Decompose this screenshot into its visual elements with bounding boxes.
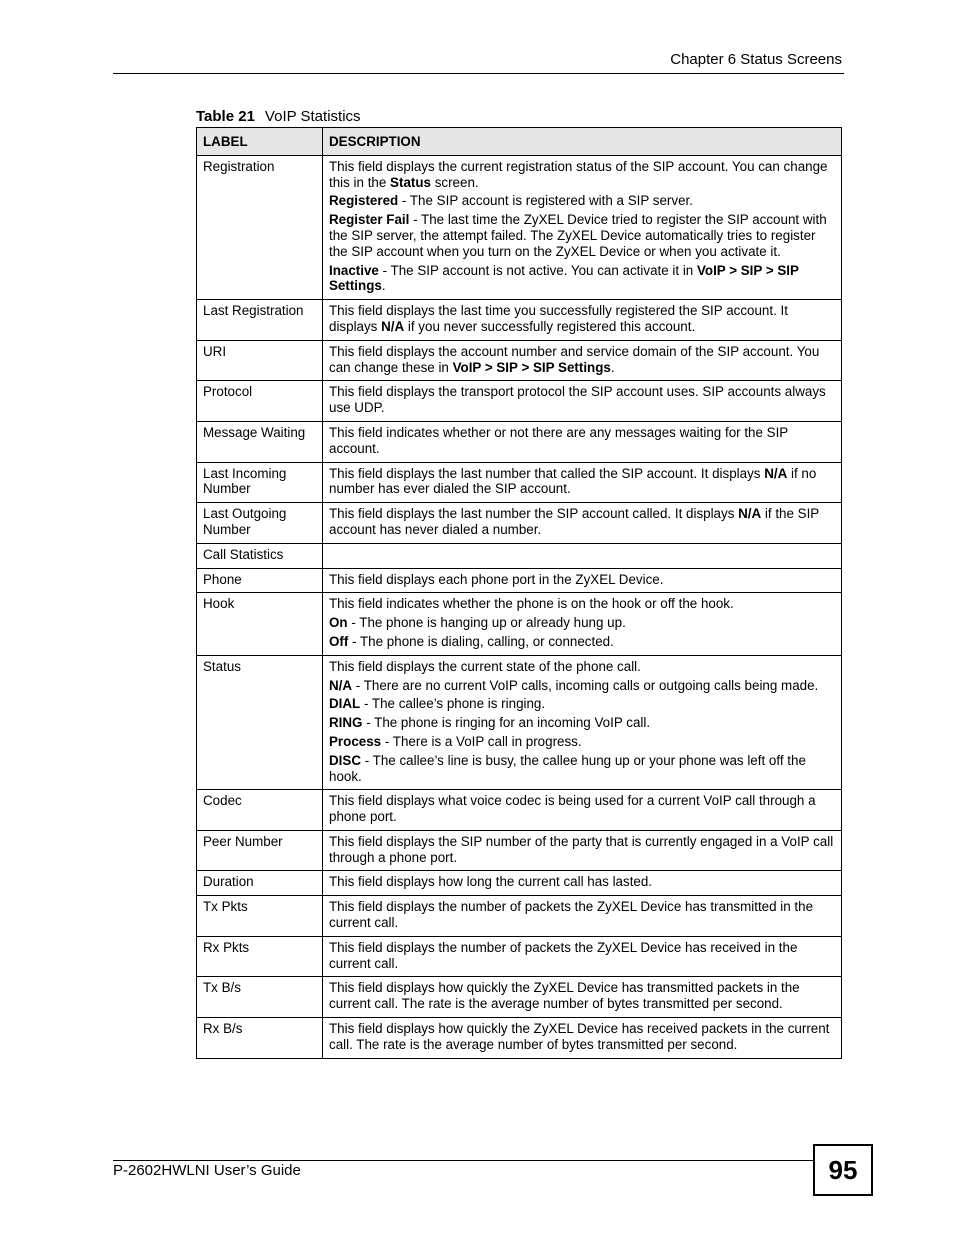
table-row [197, 462, 842, 503]
row-label: Last Registration [197, 300, 323, 341]
description-text: This field indicates whether or not there are any messages waiting for the SIP account. [329, 424, 788, 456]
row-description [323, 503, 842, 544]
row-description [323, 381, 842, 422]
description-text: - There is a VoIP call in progress. [381, 733, 582, 749]
description-paragraph [329, 1021, 835, 1053]
guide-title: P-2602HWLNI User’s Guide [113, 1162, 301, 1179]
bold-term: RING [329, 715, 363, 731]
table-number: Table 21 [196, 108, 255, 125]
description-text: This field displays what voice codec is being used for a current VoIP call through a phone port. [329, 793, 816, 825]
row-label: Protocol [197, 381, 323, 422]
description-text: This field displays each phone port in the ZyXEL Device. [329, 571, 664, 587]
description-paragraph [329, 634, 835, 650]
row-description [323, 830, 842, 871]
description-text: This field displays how quickly the ZyXEL Device has received packets in the current call. The rate is the average number of bytes transmitted per second. [329, 1021, 830, 1052]
description-text: . [381, 278, 386, 294]
row-label: Phone [197, 568, 323, 593]
table-row [197, 871, 842, 896]
row-description [323, 790, 842, 831]
description-paragraph [329, 466, 835, 498]
row-label: Hook [197, 593, 323, 655]
description-paragraph [329, 834, 835, 866]
bold-term: VoIP > SIP > SIP Settings [452, 359, 611, 375]
row-label: URI [197, 340, 323, 381]
description-text: . [610, 359, 615, 375]
description-paragraph [329, 596, 835, 612]
description-paragraph [329, 506, 835, 538]
table-caption [196, 108, 361, 125]
table-row [197, 155, 842, 299]
bold-term: Status [390, 174, 431, 190]
row-label: Codec [197, 790, 323, 831]
bold-term: Register Fail [329, 212, 410, 228]
voip-statistics-table [196, 127, 842, 1059]
row-description [323, 300, 842, 341]
description-paragraph [329, 874, 835, 890]
description-text: - The last time the ZyXEL Device tried to register the SIP account with the SIP server, the attempt failed. The ZyXEL Device automatically tries to register the SIP account when you turn on the ZyXEL Device or when you activate it. [329, 212, 827, 259]
row-description [323, 936, 842, 977]
description-paragraph [329, 425, 835, 457]
table-row [197, 300, 842, 341]
description-paragraph [329, 303, 835, 335]
description-paragraph [329, 659, 835, 675]
table-title: VoIP Statistics [264, 108, 361, 125]
table-row [197, 830, 842, 871]
description-text: - The callee’s phone is ringing. [360, 696, 546, 712]
row-description [323, 1018, 842, 1059]
description-paragraph [329, 715, 835, 731]
description-text: This field displays the transport protocol the SIP account uses. SIP accounts always use UDP. [329, 384, 826, 416]
row-label: Call Statistics [197, 543, 323, 568]
description-paragraph [329, 263, 835, 295]
bold-term: N/A [381, 318, 405, 334]
chapter-header: Chapter 6 Status Screens [670, 51, 842, 68]
bold-term: Registered [329, 193, 399, 209]
table-row [197, 543, 842, 568]
row-description [323, 543, 842, 568]
table-row [197, 790, 842, 831]
row-description [323, 593, 842, 655]
description-text: This field displays the current registration status of the SIP account. You can change this in the [329, 158, 828, 190]
description-text: if no number has ever dialed the SIP account. [329, 465, 817, 497]
description-text: - The phone is hanging up or already hung up. [347, 615, 626, 631]
table-row [197, 593, 842, 655]
row-description [323, 896, 842, 937]
table-row [197, 655, 842, 790]
table-row [197, 936, 842, 977]
bold-term: Off [329, 633, 349, 649]
description-text: if you never successfully registered this account. [404, 318, 696, 334]
description-paragraph [329, 899, 835, 931]
description-paragraph [329, 212, 835, 259]
description-paragraph [329, 384, 835, 416]
description-paragraph [329, 344, 835, 376]
description-text: - The phone is dialing, calling, or connected. [348, 633, 614, 649]
row-label: Registration [197, 155, 323, 299]
description-text: This field displays the last number the SIP account called. It displays [329, 506, 739, 522]
row-description [323, 568, 842, 593]
row-label: Message Waiting [197, 421, 323, 462]
description-paragraph [329, 615, 835, 631]
description-text: - There are no current VoIP calls, incoming calls or outgoing calls being made. [352, 677, 819, 693]
row-description [323, 977, 842, 1018]
row-label: Duration [197, 871, 323, 896]
row-description [323, 462, 842, 503]
bold-term: DISC [329, 752, 361, 768]
description-paragraph [329, 734, 835, 750]
table-row [197, 568, 842, 593]
bold-term: N/A [329, 677, 353, 693]
table-body [197, 155, 842, 1058]
description-paragraph [329, 753, 835, 785]
table-row [197, 503, 842, 544]
row-description [323, 421, 842, 462]
description-text: - The phone is ringing for an incoming VoIP call. [362, 715, 651, 731]
row-label: Rx B/s [197, 1018, 323, 1059]
description-text: This field displays the number of packets the ZyXEL Device has received in the current call. [329, 939, 798, 971]
bold-term: On [329, 615, 348, 631]
description-column-header: DESCRIPTION [323, 128, 842, 156]
description-paragraph [329, 940, 835, 972]
description-text: - The SIP account is not active. You can activate it in [378, 262, 697, 278]
description-paragraph [329, 980, 835, 1012]
description-text: This field displays how quickly the ZyXEL Device has transmitted packets in the current call. The rate is the average number of bytes transmitted per second. [329, 980, 800, 1012]
label-column-header: LABEL [197, 128, 323, 156]
table-row [197, 340, 842, 381]
table-row [197, 1018, 842, 1059]
row-label: Tx B/s [197, 977, 323, 1018]
header-divider [113, 73, 844, 74]
table-row [197, 381, 842, 422]
description-text: This field indicates whether the phone is on the hook or off the hook. [329, 596, 734, 612]
description-text: - The SIP account is registered with a SIP server. [398, 193, 693, 209]
description-text: This field displays the account number and service domain of the SIP account. You can change these in [329, 343, 820, 375]
row-label: Tx Pkts [197, 896, 323, 937]
row-description [323, 655, 842, 790]
bold-term: DIAL [329, 696, 361, 712]
table-row [197, 421, 842, 462]
description-text: This field displays the last number that called the SIP account. It displays [329, 465, 765, 481]
row-label: Last Incoming Number [197, 462, 323, 503]
row-description [323, 155, 842, 299]
description-paragraph [329, 793, 835, 825]
bold-term: N/A [738, 506, 762, 522]
row-label: Rx Pkts [197, 936, 323, 977]
table-row [197, 896, 842, 937]
table-header-row [197, 128, 842, 156]
row-label: Last Outgoing Number [197, 503, 323, 544]
bold-term: Process [329, 733, 382, 749]
footer-divider [113, 1160, 813, 1161]
row-description [323, 340, 842, 381]
description-text: This field displays the SIP number of the party that is currently engaged in a VoIP call through a phone port. [329, 833, 834, 865]
description-paragraph [329, 572, 835, 588]
bold-term: N/A [764, 465, 788, 481]
table-row [197, 977, 842, 1018]
row-label: Status [197, 655, 323, 790]
description-text: screen. [430, 174, 479, 190]
description-paragraph [329, 696, 835, 712]
description-text: This field displays how long the current call has lasted. [329, 874, 653, 890]
description-text: if the SIP account has never dialed a number. [329, 506, 819, 537]
description-paragraph [329, 159, 835, 191]
description-text: This field displays the last time you successfully registered the SIP account. It displays [329, 303, 788, 334]
bold-term: Inactive [329, 262, 379, 278]
page-number: 95 [813, 1144, 873, 1196]
description-text: This field displays the current state of the phone call. [329, 658, 641, 674]
description-paragraph [329, 193, 835, 209]
description-text: - The callee’s line is busy, the callee hung up or your phone was left off the hook. [329, 752, 806, 784]
description-paragraph [329, 678, 835, 694]
bold-term: VoIP > SIP > SIP Settings [329, 262, 799, 294]
description-text: This field displays the number of packets the ZyXEL Device has transmitted in the current call. [329, 899, 814, 931]
row-label: Peer Number [197, 830, 323, 871]
row-description [323, 871, 842, 896]
